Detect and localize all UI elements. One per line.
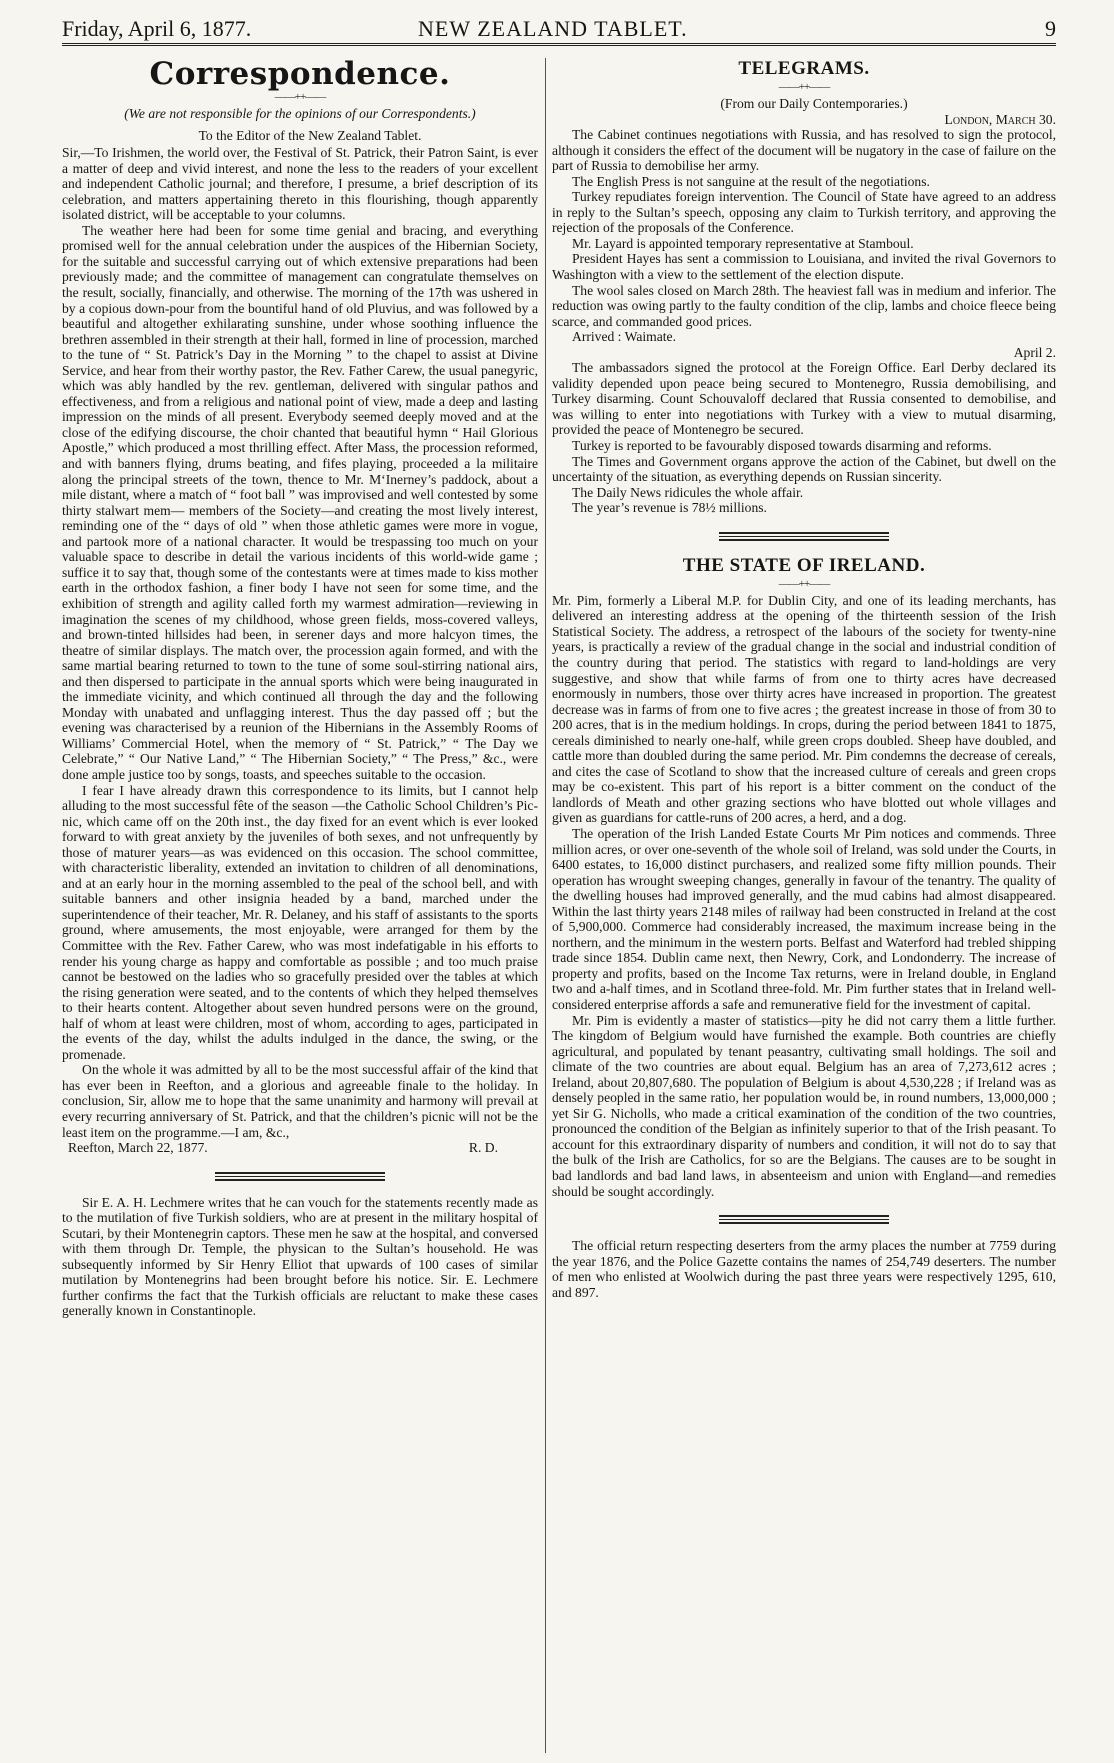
section-rule — [719, 1215, 889, 1224]
telegram-item: Turkey repudiates foreign intervention. The Council of State have agreed to an address in reply to the Sultan’s speech, opposing any claim to Turkish territory, and approving the rejection of the proposals of the Conference. — [552, 189, 1056, 236]
masthead-title: NEW ZEALAND TABLET. — [418, 16, 688, 41]
telegrams-heading: TELEGRAMS. — [738, 58, 870, 79]
telegrams-source: (From our Daily Contemporaries.) — [720, 96, 908, 111]
letter-signoff — [62, 1140, 538, 1156]
telegram-item: The Daily News ridicules the whole affair. — [572, 484, 804, 500]
telegram-item: Arrived : Waimate. — [572, 329, 676, 345]
deserters-item — [552, 1238, 1056, 1300]
ornament-divider: ——++—— — [778, 81, 830, 93]
right-column — [552, 58, 1056, 1758]
left-column — [62, 58, 538, 1758]
telegram-item: The Cabinet continues negotiations with Russia, and has resolved to sign the protocol, although it considers the effect of the document will be nugatory in the case of failure on the part of Russia to demobilise her army. — [552, 127, 1056, 174]
ireland-heading: THE STATE OF IRELAND. — [682, 554, 926, 576]
article-paragraph: Mr. Pim is evidently a master of statistics—pity he did not carry them a little further. The kingdom of Belgium would have furnished the example. Both countries are chiefly agricultural, and populated by tenant peasantry, cultivating small holdings. The soil and climate of the two countries are about equal. Belgium has an area of 7,273,612 acres ; Ireland, about 20,807,680. The population of Belgium is about 4,530,228 ; if Ireland was as densely peopled in the same ratio, her population would be, in round numbers, 13,000,000 ; yet Sir G. Nicholls, who made a critical examination of the condition of the two countries, pronounced the condition of the Belgian as infinitely superior to that of the Irish peasant. To account for this extraordinary disparity of numbers and condition, it will not do to say that the bulk of the Irish are Catholics, for so are the Belgians. The causes are to be sought in bad landlords and bad land laws, in absenteeism and union with England—and remedies should be sought accordingly. — [552, 1012, 1056, 1199]
article-paragraph: The operation of the Irish Landed Estate Courts Mr Pim notices and commends. Three million acres, or over one-seventh of the whole soil of Ireland, was sold under the Courts, in 6400 estates, to 16,000 distinct purchasers, and realized some fifty million pounds. Their operation has wrought sweeping changes, generally in favour of the tenantry. The quality of the dwelling houses had improved generally, and the mud cabins had almost disappeared. Within the last thirty years 2148 miles of railway had been constructed in Ireland at the cost of 5,900,000. Commerce had considerably increased, the maximum increase being in the northern, and the minimum in the western ports. Belfast and Waterford had trebled shipping trade since 1854. Dublin came next, then Newry, Cork, and Londonderry. The increase of property and profits, based on the Income Tax returns, were in Ireland double, in England two and a-half times, and in Scotland three-fold. Mr. Pim further states that in Ireland well-considered enterprise affords a safe and remunerative field for the investment of capital. — [552, 825, 1056, 1012]
telegram-item: President Hayes has sent a commission to Louisiana, and invited the rival Governors to Washington with a view to the settlement of the election dispute. — [552, 251, 1056, 283]
correspondence-section — [62, 58, 538, 1156]
dateline: April 2. — [1013, 344, 1056, 360]
article-paragraph: Mr. Pim, formerly a Liberal M.P. for Dublin City, and one of its leading merchants, has delivered an interesting address at the opening of the thirteenth session of the Irish Statistical Society. The address, a retrospect of the labours of the society for twenty-nine years, is practically a review of the gradual change in the social and industrial condition of the country during that period. The statistics with regard to land-holdings are very suggestive, and show that while farms of from one to thirty acres have decreased enormously in numbers, those over thirty acres have increased in proportion. The greatest decrease was in farms of from one to five acres ; the greatest increase in those of from 30 to 200 acres, that is in the medium holdings. In crops, during the period between 1841 to 1875, cereals diminished to nearly one-half, while green crops doubled. Sheep have doubled, and cattle more than doubled during the same period. Mr. Pim condemns the decrease of cereals, and cites the case of Scotland to show that the increased culture of cereals and green crops may be co-existent. This part of his report is a bitter comment on the conduct of the landlords of Meath and other grazing sections who have blotted out whole villages and given as guardians for cattle-runs of 200 acres, a herd, and a dog. — [552, 592, 1056, 826]
issue-date: Friday, April 6, 1877. — [62, 16, 252, 41]
telegram-item: The year’s revenue is 78½ millions. — [572, 500, 767, 516]
editorial-disclaimer: (We are not responsible for the opinions of our Correspondents.) — [124, 106, 476, 121]
news-paragraph: The official return respecting deserters from the army places the number at 7759 during the year 1876, and the Police Gazette contains the names of 254,749 deserters. The number of men who enlisted at Woolwich during the past three years were respectively 1295, 610, and 897. — [552, 1238, 1056, 1300]
ireland-section — [552, 555, 1056, 1199]
letter-salutation: To the Editor of the New Zealand Tablet. — [198, 127, 422, 143]
ornament-divider: ——++—— — [274, 91, 326, 103]
telegram-item: Turkey is reported to be favourably disposed towards disarming and reforms. — [572, 438, 992, 454]
page-header — [62, 16, 1056, 46]
letter-paragraph: I fear I have already drawn this correspondence to its limits, but I cannot help alluding to the most successful fête of the season —the Catholic School Children’s Pic-nic, which came off on the 20th inst., the day fixed for an event which is ever looked forward to with great anxiety by the juveniles of both sexes, and not unfrequently by those of maturer years—as was evidenced on this occasion. The school committee, with characteristic liberality, extended an invitation to children of all denominations, and at an early hour in the morning assembled to the peal of the school bell, and with suitable banners and other insignia headed by a band, marched under the superintendence of their teacher, Mr. R. Delaney, and his staff of assistants to the sports ground, where amusements, the most enjoyable, were arranged for them by the Committee with the Rev. Father Carew, who was most indefatigable in his efforts to render his young charge as happy and comfortable as possible ; and too much praise cannot be bestowed on the ladies who so gracefully presided over the tables at which the rising generation were seated, and to the contents of which they helped themselves to their hearts content. Altogether about seven hundred persons were on the ground, half of whom at least were children, most of whom, according to ages, participated in the events of the day, whilst the adults indulged in the dance, the swing, or the promenade. — [62, 782, 538, 1062]
letter-paragraph: The weather here had been for some time genial and bracing, and everything promised well for the annual celebration under the auspices of the Hibernian Society, for the suitable and successful carrying out of which extensive preparations had been previously made; and the committee of management can congratulate themselves on the result, socially, financially, and otherwise. The morning of the 17th was ushered in by a copious down-pour from the bountiful hand of old Pluvius, and was followed by a beautiful and altogether exhilarating sunshine, under whose soothing influence the brethren assembled in their strength at their hall, formed in line of procession, marched to the tune of “ St. Patrick’s Day in the Morning ” to the chapel to assist at Divine Service, and hear from their worthy pastor, the Rev. Father Carew, the usual panegyric, which was ably handled by the rev. gentleman, delivered with singular pathos and effectiveness, and from a religious and national point of view, made a deep and lasting impression on the minds of all present. Everybody seemed deeply moved and at the close of the edifying discourse, the choir chanted that beautiful hymn “ Hail Glorious Apostle,” which produced a most thrilling effect. After Mass, the procession reformed, and with banners flying, drums beating, and fifes playing, proceeded a la militaire along the principal streets of the town, thence to Mr. M‘Inerney’s paddock, about a mile distant, where a match of “ foot ball ” was improvised and well contested by some thirty stalwart mem— members of the Society—and creating the most lively interest, reminding one of the “ days of old ” when those athletic games were more in vogue, and partook more of a national character. It would be trespassing too much on your valuable space to describe in detail the various incidents of this world-wide game ; suffice it to say that, though some of the contestants were at times made to kiss mother earth in the orthodox fashion, a finer body I have not seen for some time, and the exhibition of strength and agility called forth my warmest admiration—reviewing in imagination the scenes of my childhood, whose green fields, moss-covered valleys, and brown-tinted hillsides had been, in serener days and more halcyon times, the theatre of similar displays. The match over, the procession again formed, and with the same martial bearing returned to town to the tune of some soul-stirring national airs, and then dispersed to participate in the annual sports which were being inaugurated in the immediate vicinity, and which continued all through the day and the following Monday with unabated and unflagging interest. Thus the day passed off ; but the evening was characterised by a reunion of the Hibernians in the Assembly Rooms of Williams’ Commercial Hotel, when the memory of “ St. Patrick,” “ The Day we Celebrate,” “ Our Native Land,” “ The Hibernian Society,” “ The Press,” &c., were done ample justice too by songs, toasts, and speeches suitable to the occasion. — [62, 222, 538, 782]
news-paragraph: Sir E. A. H. Lechmere writes that he can vouch for the statements recently made as to the mutilation of five Turkish soldiers, who are at present in the military hospital of Scutari, by their Montenegrin captors. These men he saw at the hospital, and conversed with them through Dr. Temple, the physican to the Sultan’s household. He was subsequently informed by Sir Henry Elliot that upwards of 100 cases of similar mutilation by Montenegrins had been brought before his notice. Sir. E. Lechmere further confirms the fact that the Turkish officials are reluctant to make these cases generally known in Constantinople. — [62, 1194, 538, 1319]
telegram-item: The Times and Government organs approve the action of the Cabinet, but dwell on the uncertainty of the situation, as everything depends on Russian sincerity. — [552, 453, 1056, 485]
section-rule — [215, 1172, 385, 1181]
section-rule — [719, 532, 889, 541]
ornament-divider: ——++—— — [778, 577, 830, 590]
lechmere-item — [62, 1195, 538, 1319]
telegram-item: The English Press is not sanguine at the result of the negotiations. — [572, 173, 930, 189]
telegram-item: Mr. Layard is appointed temporary representative at Stamboul. — [572, 235, 914, 251]
signoff-place-date: Reefton, March 22, 1877. — [68, 1140, 208, 1156]
telegrams-section — [552, 58, 1056, 516]
dateline: London, March 30. — [944, 111, 1056, 127]
column-divider — [545, 58, 546, 1753]
letter-paragraph: Sir,—To Irishmen, the world over, the Festival of St. Patrick, their Patron Saint, is ever a matter of deep and vivid interest, and none the less to the readers of your excellent and independent Catholic journal; and therefore, I presume, a brief description of its celebration, and matters appertaining thereto in this flourishing, though apparently isolated district, will be acceptable to your columns. — [62, 145, 538, 223]
telegram-item: The ambassadors signed the protocol at the Foreign Office. Earl Derby declared its validity depended upon peace being secured to Montenegro, Russia demobilising, and Turkey disarming. Count Schouvaloff declared that Russia consented to demobilise, and was willing to enter into negotiations with Turkey with a view to mutual disarming, provided the peace of Montenegro be secured. — [552, 360, 1056, 438]
letter-paragraph: On the whole it was admitted by all to be the most successful affair of the kind that has ever been in Reefton, and a glorious and agreeable finale to the holiday. In conclusion, Sir, allow me to hope that the same unanimity and harmony will prevail at every recurring anniversary of St. Patrick, and that the children’s picnic will not be the least item on the programme.—I am, &c., — [62, 1062, 538, 1140]
correspondence-heading: Correspondence. — [149, 58, 451, 92]
signoff-initials: R. D. — [468, 1140, 498, 1156]
telegram-item: The wool sales closed on March 28th. The heaviest fall was in medium and inferior. The reduction was owing partly to the faulty condition of the clip, lambs and choice fleece being scarce, and commanded good prices. — [552, 282, 1056, 329]
page-number: 9 — [1045, 16, 1056, 41]
